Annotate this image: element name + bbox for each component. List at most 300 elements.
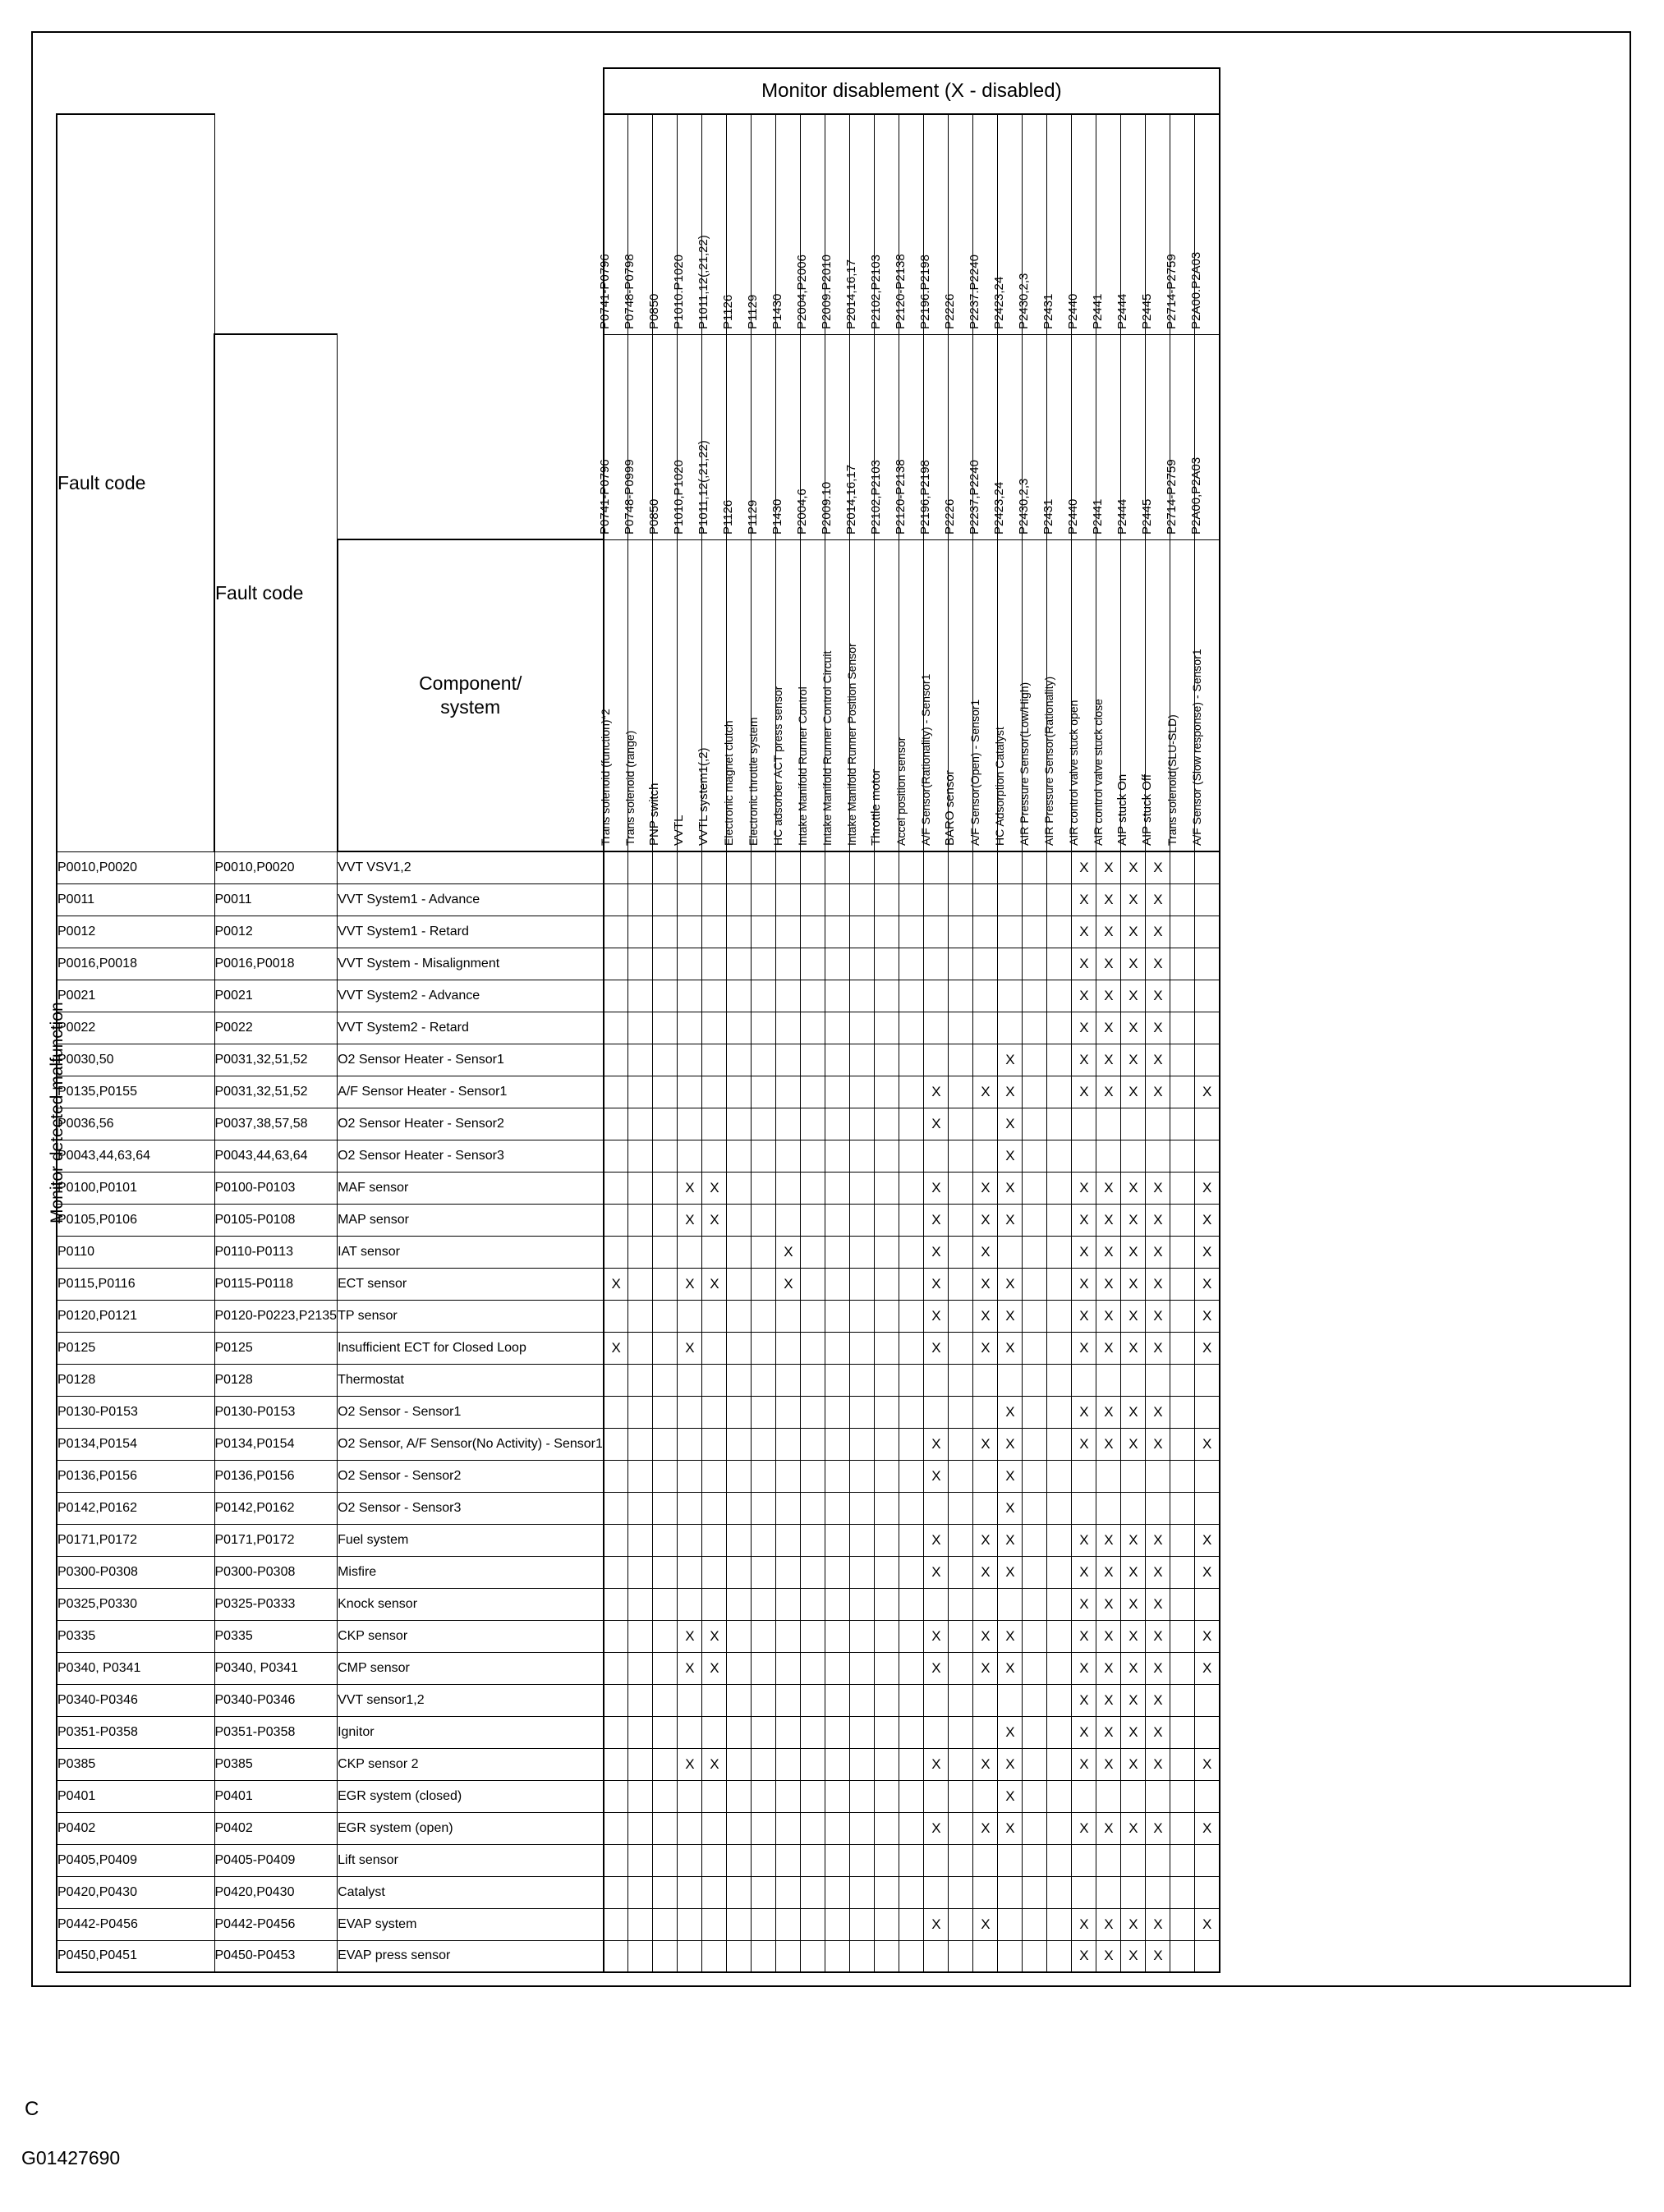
cell-disablement-mark bbox=[801, 1524, 825, 1556]
cell-disablement-mark bbox=[850, 1172, 875, 1204]
cell-disablement-mark bbox=[752, 1844, 776, 1876]
cell-disablement-mark bbox=[628, 1364, 653, 1396]
cell-disablement-mark bbox=[727, 1300, 752, 1332]
cell-disablement-mark: X bbox=[1195, 1076, 1220, 1108]
cell-disablement-mark bbox=[899, 1364, 924, 1396]
cell-disablement-mark bbox=[899, 1844, 924, 1876]
cell-disablement-mark bbox=[973, 1364, 998, 1396]
cell-disablement-mark bbox=[801, 1876, 825, 1908]
cell-disablement-mark: X bbox=[678, 1204, 702, 1236]
cell-disablement-mark bbox=[1047, 1332, 1072, 1364]
cell-disablement-mark bbox=[899, 1876, 924, 1908]
cell-disablement-mark bbox=[628, 1716, 653, 1748]
cell-disablement-mark bbox=[752, 1236, 776, 1268]
cell-component-system: EGR system (closed) bbox=[338, 1780, 604, 1812]
cell-disablement-mark: X bbox=[1072, 1204, 1096, 1236]
header-component-17-text: AIR Pressure Sensor(Low/High) bbox=[1017, 681, 1031, 846]
cell-disablement-mark bbox=[924, 1396, 949, 1428]
cell-disablement-mark bbox=[875, 1556, 899, 1588]
cell-disablement-mark: X bbox=[1072, 1716, 1096, 1748]
header-mid-code-6-text: P1129 bbox=[745, 499, 760, 535]
cell-fault-code-1: P0010,P0020 bbox=[57, 851, 214, 883]
cell-disablement-mark bbox=[1023, 1876, 1047, 1908]
cell-component-system: MAP sensor bbox=[338, 1204, 604, 1236]
table-row bbox=[57, 1236, 1220, 1268]
cell-disablement-mark bbox=[1170, 1492, 1195, 1524]
cell-disablement-mark bbox=[604, 1620, 628, 1652]
cell-disablement-mark bbox=[1121, 1780, 1146, 1812]
header-top-code-5-text: P1126 bbox=[720, 294, 735, 329]
header-pad-c bbox=[338, 334, 604, 539]
cell-disablement-mark bbox=[850, 1108, 875, 1140]
cell-disablement-mark: X bbox=[1146, 948, 1170, 980]
cell-disablement-mark bbox=[604, 1108, 628, 1140]
cell-disablement-mark bbox=[850, 1460, 875, 1492]
cell-disablement-mark bbox=[924, 948, 949, 980]
cell-disablement-mark bbox=[1121, 1460, 1146, 1492]
cell-disablement-mark bbox=[628, 1524, 653, 1556]
cell-disablement-mark bbox=[1023, 1140, 1047, 1172]
cell-disablement-mark bbox=[702, 1076, 727, 1108]
cell-disablement-mark bbox=[924, 1364, 949, 1396]
cell-disablement-mark bbox=[1072, 1108, 1096, 1140]
cell-disablement-mark bbox=[1047, 1908, 1072, 1940]
cell-disablement-mark bbox=[1047, 1044, 1072, 1076]
cell-disablement-mark bbox=[801, 1780, 825, 1812]
cell-disablement-mark bbox=[752, 1012, 776, 1044]
cell-disablement-mark bbox=[653, 1492, 678, 1524]
cell-disablement-mark bbox=[1047, 1812, 1072, 1844]
cell-disablement-mark bbox=[850, 1556, 875, 1588]
cell-disablement-mark: X bbox=[1146, 1908, 1170, 1940]
cell-disablement-mark bbox=[1023, 1076, 1047, 1108]
cell-disablement-mark bbox=[850, 1332, 875, 1364]
cell-fault-code-2: P0031,32,51,52 bbox=[214, 1076, 338, 1108]
cell-fault-code-1: P0128 bbox=[57, 1364, 214, 1396]
header-mid-code-11-text: P2102,P2103 bbox=[868, 459, 883, 535]
cell-disablement-mark bbox=[776, 851, 801, 883]
cell-disablement-mark: X bbox=[1096, 1396, 1121, 1428]
cell-disablement-mark bbox=[727, 1140, 752, 1172]
cell-disablement-mark bbox=[702, 1332, 727, 1364]
header-component-9-text: Intake Manifold Runner Control Circuit bbox=[820, 650, 834, 846]
cell-disablement-mark bbox=[825, 1844, 850, 1876]
cell-disablement-mark bbox=[678, 1716, 702, 1748]
cell-disablement-mark bbox=[899, 1492, 924, 1524]
cell-disablement-mark bbox=[1023, 1780, 1047, 1812]
cell-disablement-mark: X bbox=[998, 1044, 1023, 1076]
cell-disablement-mark bbox=[628, 1492, 653, 1524]
cell-disablement-mark bbox=[1170, 980, 1195, 1012]
header-top-code-16-text: P2423,24 bbox=[991, 276, 1006, 329]
cell-disablement-mark: X bbox=[998, 1748, 1023, 1780]
cell-disablement-mark bbox=[702, 851, 727, 883]
cell-disablement-mark bbox=[702, 1812, 727, 1844]
cell-disablement-mark bbox=[850, 1428, 875, 1460]
cell-fault-code-2: P0130-P0153 bbox=[214, 1396, 338, 1428]
cell-disablement-mark bbox=[825, 1364, 850, 1396]
cell-disablement-mark: X bbox=[924, 1652, 949, 1684]
cell-disablement-mark bbox=[678, 1556, 702, 1588]
cell-disablement-mark: X bbox=[1072, 1300, 1096, 1332]
cell-fault-code-1: P0021 bbox=[57, 980, 214, 1012]
cell-disablement-mark bbox=[678, 1588, 702, 1620]
cell-disablement-mark bbox=[875, 851, 899, 883]
cell-disablement-mark bbox=[1023, 1940, 1047, 1972]
cell-disablement-mark bbox=[604, 1076, 628, 1108]
cell-disablement-mark bbox=[850, 1876, 875, 1908]
cell-disablement-mark bbox=[727, 851, 752, 883]
cell-disablement-mark bbox=[1195, 1044, 1220, 1076]
cell-disablement-mark: X bbox=[1146, 1556, 1170, 1588]
cell-disablement-mark: X bbox=[998, 1492, 1023, 1524]
cell-disablement-mark bbox=[825, 1428, 850, 1460]
cell-disablement-mark bbox=[752, 1076, 776, 1108]
cell-disablement-mark bbox=[949, 1204, 973, 1236]
cell-disablement-mark bbox=[678, 1524, 702, 1556]
cell-disablement-mark: X bbox=[1195, 1524, 1220, 1556]
cell-disablement-mark bbox=[776, 1300, 801, 1332]
cell-disablement-mark bbox=[998, 1908, 1023, 1940]
cell-component-system: A/F Sensor Heater - Sensor1 bbox=[338, 1076, 604, 1108]
cell-disablement-mark bbox=[1047, 1748, 1072, 1780]
cell-disablement-mark bbox=[998, 1684, 1023, 1716]
cell-disablement-mark: X bbox=[1195, 1748, 1220, 1780]
cell-disablement-mark bbox=[1170, 948, 1195, 980]
cell-disablement-mark bbox=[776, 1460, 801, 1492]
cell-disablement-mark bbox=[1023, 1108, 1047, 1140]
cell-disablement-mark bbox=[949, 1396, 973, 1428]
cell-disablement-mark bbox=[1023, 1748, 1047, 1780]
cell-disablement-mark bbox=[702, 1108, 727, 1140]
cell-fault-code-1: P0420,P0430 bbox=[57, 1876, 214, 1908]
cell-disablement-mark bbox=[801, 1652, 825, 1684]
table-row bbox=[57, 1428, 1220, 1460]
header-mid-code-12-text: P2120-P2138 bbox=[893, 458, 908, 535]
cell-disablement-mark: X bbox=[924, 1524, 949, 1556]
cell-disablement-mark bbox=[1047, 1172, 1072, 1204]
cell-component-system: TP sensor bbox=[338, 1300, 604, 1332]
cell-disablement-mark bbox=[850, 1588, 875, 1620]
cell-disablement-mark bbox=[752, 1396, 776, 1428]
cell-disablement-mark bbox=[973, 980, 998, 1012]
cell-disablement-mark bbox=[924, 1876, 949, 1908]
cell-disablement-mark bbox=[752, 1492, 776, 1524]
cell-disablement-mark bbox=[1146, 1140, 1170, 1172]
header-component-7-text: HC adsorber ACT press sensor bbox=[770, 686, 784, 846]
cell-disablement-mark bbox=[899, 1268, 924, 1300]
cell-disablement-mark bbox=[899, 1748, 924, 1780]
cell-disablement-mark bbox=[850, 1236, 875, 1268]
cell-disablement-mark bbox=[850, 1268, 875, 1300]
cell-disablement-mark bbox=[653, 1940, 678, 1972]
cell-disablement-mark bbox=[678, 1492, 702, 1524]
cell-disablement-mark: X bbox=[1072, 1268, 1096, 1300]
cell-disablement-mark bbox=[949, 1300, 973, 1332]
cell-disablement-mark bbox=[899, 1140, 924, 1172]
cell-disablement-mark bbox=[678, 1812, 702, 1844]
cell-disablement-mark bbox=[1047, 1140, 1072, 1172]
cell-disablement-mark bbox=[678, 1236, 702, 1268]
cell-disablement-mark: X bbox=[973, 1652, 998, 1684]
header-component-20-text: AIR control valve stuck close bbox=[1091, 699, 1105, 846]
cell-disablement-mark: X bbox=[1121, 1332, 1146, 1364]
cell-disablement-mark: X bbox=[1146, 1300, 1170, 1332]
cell-disablement-mark bbox=[727, 916, 752, 948]
cell-disablement-mark bbox=[1047, 1396, 1072, 1428]
cell-disablement-mark bbox=[1072, 1140, 1096, 1172]
cell-disablement-mark bbox=[702, 1940, 727, 1972]
cell-disablement-mark bbox=[653, 1908, 678, 1940]
header-component-15-text: A/F Sensor(Open) - Sensor1 bbox=[968, 699, 981, 846]
cell-disablement-mark bbox=[1170, 1940, 1195, 1972]
cell-disablement-mark: X bbox=[1146, 1268, 1170, 1300]
cell-disablement-mark bbox=[875, 1844, 899, 1876]
header-fault-code-2: Fault code bbox=[214, 334, 338, 851]
cell-disablement-mark bbox=[949, 1428, 973, 1460]
header-component-line2: system bbox=[440, 696, 501, 718]
cell-disablement-mark bbox=[875, 916, 899, 948]
cell-disablement-mark bbox=[1170, 1844, 1195, 1876]
cell-disablement-mark bbox=[628, 1172, 653, 1204]
cell-component-system: O2 Sensor - Sensor1 bbox=[338, 1396, 604, 1428]
cell-fault-code-1: P0402 bbox=[57, 1812, 214, 1844]
cell-disablement-mark bbox=[875, 1620, 899, 1652]
cell-disablement-mark bbox=[899, 1428, 924, 1460]
cell-disablement-mark bbox=[850, 916, 875, 948]
cell-disablement-mark: X bbox=[1072, 1684, 1096, 1716]
cell-disablement-mark bbox=[702, 1684, 727, 1716]
cell-disablement-mark bbox=[678, 883, 702, 916]
header-component-2-text: PNP switch bbox=[646, 782, 661, 846]
cell-disablement-mark bbox=[1195, 1780, 1220, 1812]
cell-disablement-mark bbox=[752, 1652, 776, 1684]
cell-disablement-mark bbox=[1023, 1236, 1047, 1268]
cell-disablement-mark: X bbox=[1096, 851, 1121, 883]
cell-disablement-mark bbox=[949, 1524, 973, 1556]
cell-disablement-mark bbox=[850, 948, 875, 980]
cell-disablement-mark bbox=[1195, 1396, 1220, 1428]
cell-disablement-mark: X bbox=[924, 1908, 949, 1940]
header-top-code-18-text: P2431 bbox=[1041, 293, 1055, 329]
cell-disablement-mark bbox=[776, 1012, 801, 1044]
cell-disablement-mark bbox=[702, 1780, 727, 1812]
cell-disablement-mark bbox=[776, 1140, 801, 1172]
cell-disablement-mark bbox=[1146, 1844, 1170, 1876]
table-row bbox=[57, 1876, 1220, 1908]
cell-disablement-mark bbox=[875, 1012, 899, 1044]
cell-disablement-mark bbox=[1072, 1460, 1096, 1492]
cell-disablement-mark bbox=[875, 1140, 899, 1172]
cell-component-system: Fuel system bbox=[338, 1524, 604, 1556]
cell-fault-code-2: P0142,P0162 bbox=[214, 1492, 338, 1524]
cell-fault-code-1: P0110 bbox=[57, 1236, 214, 1268]
cell-disablement-mark bbox=[727, 1396, 752, 1428]
cell-disablement-mark bbox=[1170, 1812, 1195, 1844]
cell-disablement-mark bbox=[899, 1556, 924, 1588]
cell-disablement-mark bbox=[1023, 1620, 1047, 1652]
cell-disablement-mark bbox=[727, 1268, 752, 1300]
cell-disablement-mark: X bbox=[998, 1652, 1023, 1684]
cell-component-system: Ignitor bbox=[338, 1716, 604, 1748]
cell-disablement-mark bbox=[875, 1396, 899, 1428]
header-top-code-13-text: P2196.P2198 bbox=[917, 254, 932, 329]
table-row bbox=[57, 948, 1220, 980]
cell-disablement-mark bbox=[628, 1428, 653, 1460]
cell-disablement-mark bbox=[604, 1460, 628, 1492]
header-component-19-text: AIR control valve stuck open bbox=[1066, 700, 1080, 846]
cell-disablement-mark bbox=[1047, 980, 1072, 1012]
cell-disablement-mark bbox=[752, 980, 776, 1012]
cell-disablement-mark bbox=[752, 1428, 776, 1460]
cell-disablement-mark bbox=[628, 883, 653, 916]
cell-disablement-mark bbox=[678, 1876, 702, 1908]
cell-disablement-mark bbox=[924, 883, 949, 916]
cell-disablement-mark bbox=[1023, 1652, 1047, 1684]
cell-disablement-mark: X bbox=[1121, 1204, 1146, 1236]
cell-disablement-mark bbox=[875, 1812, 899, 1844]
cell-disablement-mark: X bbox=[1146, 851, 1170, 883]
cell-disablement-mark bbox=[998, 883, 1023, 916]
cell-disablement-mark bbox=[752, 916, 776, 948]
cell-disablement-mark bbox=[678, 948, 702, 980]
cell-disablement-mark bbox=[653, 1172, 678, 1204]
cell-fault-code-2: P0043,44,63,64 bbox=[214, 1140, 338, 1172]
cell-disablement-mark: X bbox=[1072, 1620, 1096, 1652]
cell-disablement-mark bbox=[1047, 1428, 1072, 1460]
cell-disablement-mark: X bbox=[702, 1652, 727, 1684]
cell-disablement-mark bbox=[653, 1428, 678, 1460]
header-component-8-text: Intake Manifold Runner Control bbox=[795, 686, 809, 846]
cell-disablement-mark bbox=[1170, 1620, 1195, 1652]
cell-disablement-mark bbox=[825, 1204, 850, 1236]
cell-disablement-mark bbox=[727, 1044, 752, 1076]
cell-disablement-mark bbox=[924, 1588, 949, 1620]
cell-disablement-mark bbox=[973, 1876, 998, 1908]
header-top-code-0-text: P0741-P0796 bbox=[598, 253, 613, 329]
cell-disablement-mark bbox=[825, 1684, 850, 1716]
cell-disablement-mark bbox=[1170, 851, 1195, 883]
cell-disablement-mark: X bbox=[1146, 1012, 1170, 1044]
cell-disablement-mark bbox=[776, 883, 801, 916]
cell-disablement-mark bbox=[850, 1076, 875, 1108]
cell-disablement-mark bbox=[850, 851, 875, 883]
cell-disablement-mark bbox=[801, 1108, 825, 1140]
cell-disablement-mark bbox=[949, 1556, 973, 1588]
cell-disablement-mark: X bbox=[1146, 980, 1170, 1012]
cell-disablement-mark bbox=[727, 1684, 752, 1716]
cell-disablement-mark: X bbox=[1096, 948, 1121, 980]
cell-fault-code-1: P0450,P0451 bbox=[57, 1940, 214, 1972]
cell-disablement-mark bbox=[628, 1268, 653, 1300]
header-mid-code-16-text: P2423,24 bbox=[991, 481, 1006, 535]
header-pad-a bbox=[214, 114, 338, 334]
header-component-24-text: A/F Sensor (Slow response) - Sensor1 bbox=[1189, 649, 1203, 846]
cell-disablement-mark: X bbox=[1146, 916, 1170, 948]
cell-disablement-mark bbox=[776, 1204, 801, 1236]
cell-disablement-mark bbox=[604, 1044, 628, 1076]
cell-disablement-mark bbox=[628, 1044, 653, 1076]
cell-disablement-mark bbox=[1195, 916, 1220, 948]
header-top-code-14-text: P2226 bbox=[942, 293, 957, 329]
cell-fault-code-2: P0110-P0113 bbox=[214, 1236, 338, 1268]
cell-disablement-mark bbox=[825, 883, 850, 916]
cell-disablement-mark bbox=[776, 1332, 801, 1364]
cell-disablement-mark bbox=[924, 1492, 949, 1524]
cell-disablement-mark: X bbox=[973, 1620, 998, 1652]
cell-disablement-mark bbox=[678, 1908, 702, 1940]
cell-disablement-mark bbox=[1195, 1108, 1220, 1140]
cell-disablement-mark bbox=[1047, 883, 1072, 916]
cell-disablement-mark bbox=[1047, 851, 1072, 883]
header-component-11-text: Throttle motor bbox=[868, 769, 883, 846]
cell-disablement-mark bbox=[628, 1652, 653, 1684]
cell-disablement-mark bbox=[752, 1172, 776, 1204]
cell-disablement-mark bbox=[801, 1556, 825, 1588]
cell-disablement-mark: X bbox=[1146, 1812, 1170, 1844]
table-row bbox=[57, 916, 1220, 948]
cell-disablement-mark bbox=[1195, 1844, 1220, 1876]
cell-disablement-mark: X bbox=[924, 1556, 949, 1588]
header-row-fault-code-1 bbox=[57, 114, 1220, 334]
cell-disablement-mark bbox=[727, 1492, 752, 1524]
cell-fault-code-1: P0325,P0330 bbox=[57, 1588, 214, 1620]
cell-disablement-mark bbox=[875, 1428, 899, 1460]
cell-disablement-mark bbox=[1170, 1908, 1195, 1940]
cell-disablement-mark: X bbox=[1146, 1236, 1170, 1268]
cell-disablement-mark bbox=[949, 1748, 973, 1780]
cell-disablement-mark: X bbox=[604, 1332, 628, 1364]
cell-disablement-mark: X bbox=[1072, 980, 1096, 1012]
cell-disablement-mark bbox=[899, 851, 924, 883]
cell-disablement-mark bbox=[850, 1844, 875, 1876]
cell-disablement-mark bbox=[1195, 1460, 1220, 1492]
cell-fault-code-2: P0325-P0333 bbox=[214, 1588, 338, 1620]
header-top-code-22-text: P2445 bbox=[1139, 293, 1154, 329]
cell-disablement-mark: X bbox=[924, 1236, 949, 1268]
cell-disablement-mark bbox=[949, 916, 973, 948]
cell-disablement-mark bbox=[1047, 1460, 1072, 1492]
cell-disablement-mark bbox=[776, 1940, 801, 1972]
cell-disablement-mark bbox=[1023, 1908, 1047, 1940]
cell-disablement-mark bbox=[702, 1556, 727, 1588]
cell-disablement-mark bbox=[1023, 1300, 1047, 1332]
cell-disablement-mark bbox=[825, 1268, 850, 1300]
cell-disablement-mark bbox=[1170, 1012, 1195, 1044]
cell-disablement-mark bbox=[850, 1780, 875, 1812]
cell-disablement-mark bbox=[653, 1588, 678, 1620]
cell-disablement-mark bbox=[1096, 1364, 1121, 1396]
cell-disablement-mark bbox=[628, 1684, 653, 1716]
cell-disablement-mark bbox=[727, 1460, 752, 1492]
cell-fault-code-2: P0136,P0156 bbox=[214, 1460, 338, 1492]
cell-fault-code-1: P0300-P0308 bbox=[57, 1556, 214, 1588]
cell-disablement-mark bbox=[628, 1556, 653, 1588]
cell-disablement-mark bbox=[924, 1044, 949, 1076]
cell-disablement-mark bbox=[973, 851, 998, 883]
cell-disablement-mark bbox=[1146, 1460, 1170, 1492]
cell-disablement-mark bbox=[776, 1556, 801, 1588]
cell-disablement-mark: X bbox=[924, 1076, 949, 1108]
cell-disablement-mark bbox=[752, 1748, 776, 1780]
cell-fault-code-1: P0115,P0116 bbox=[57, 1268, 214, 1300]
header-component-0-text: Trans solenoid (function)*2 bbox=[599, 709, 613, 846]
cell-disablement-mark bbox=[825, 851, 850, 883]
cell-disablement-mark bbox=[825, 1780, 850, 1812]
cell-disablement-mark bbox=[678, 1364, 702, 1396]
cell-disablement-mark: X bbox=[1072, 1588, 1096, 1620]
header-mid-code-5-text: P1126 bbox=[720, 499, 735, 535]
